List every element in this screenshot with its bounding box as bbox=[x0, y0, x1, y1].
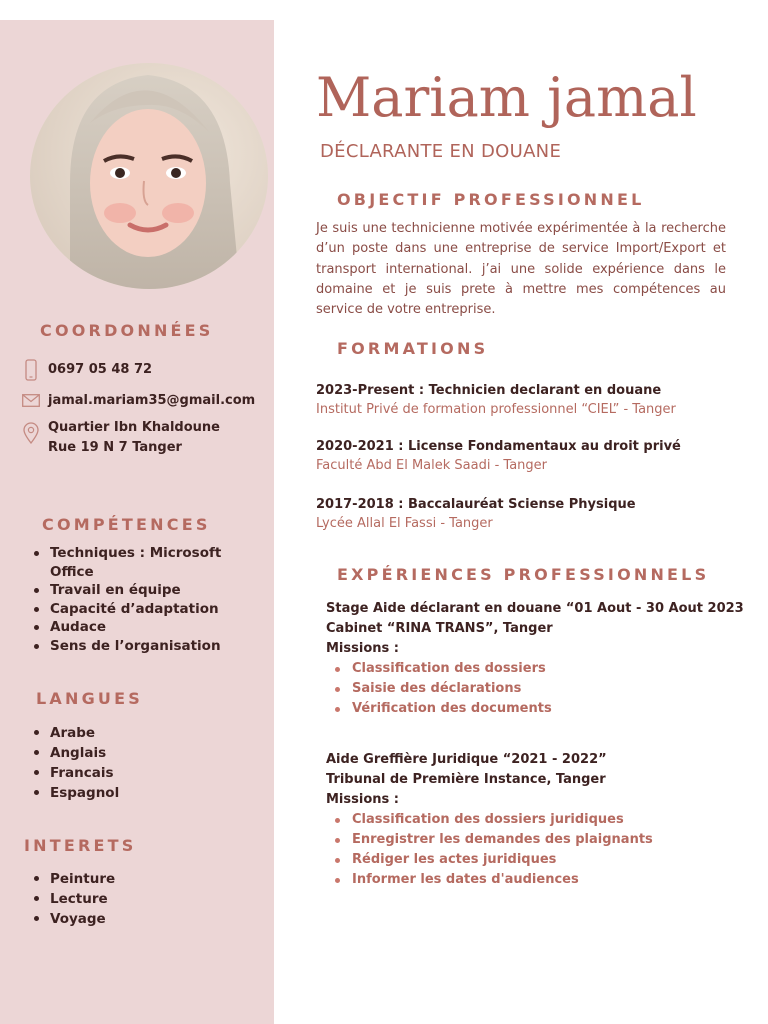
list-item: Saisie des déclarations bbox=[326, 679, 744, 699]
phone-icon bbox=[22, 359, 40, 381]
list-item: Espagnol bbox=[30, 783, 230, 803]
experience-position: Aide Greffière Juridique “2021 - 2022” bbox=[326, 752, 607, 767]
phone-number: 0697 05 48 72 bbox=[48, 362, 153, 377]
list-item: Classification des dossiers juridiques bbox=[326, 810, 653, 830]
interests-list bbox=[30, 869, 230, 929]
experience-item bbox=[326, 750, 653, 890]
degree: 2023-Present : Technicien declarant en douane bbox=[316, 383, 662, 398]
job-title: DÉCLARANTE EN DOUANE bbox=[320, 141, 562, 162]
mail-icon bbox=[22, 391, 40, 407]
list-item: Peinture bbox=[30, 869, 230, 889]
languages-section-title: LANGUES bbox=[36, 689, 143, 708]
list-item: Travail en équipe bbox=[30, 581, 230, 600]
missions-list bbox=[326, 810, 653, 890]
missions-label: Missions : bbox=[326, 641, 399, 656]
experience-employer: Cabinet “RINA TRANS”, Tanger bbox=[326, 621, 553, 636]
address-line-1: Quartier Ibn Khaldoune bbox=[48, 420, 220, 435]
contact-email bbox=[22, 391, 255, 411]
education-item bbox=[316, 437, 681, 475]
contact-phone bbox=[22, 359, 152, 381]
objective-section-title: OBJECTIF PROFESSIONNEL bbox=[337, 190, 645, 209]
address-line-2: Rue 19 N 7 Tanger bbox=[48, 440, 182, 455]
portrait-image bbox=[30, 63, 268, 289]
candidate-name: Mariam jamal bbox=[316, 66, 697, 129]
list-item: Enregistrer les demandes des plaignants bbox=[326, 830, 653, 850]
school: Faculté Abd El Malek Saadi - Tanger bbox=[316, 458, 548, 473]
contact-section-title: COORDONNÉES bbox=[40, 321, 214, 340]
experience-item bbox=[326, 599, 744, 719]
profile-photo bbox=[30, 63, 268, 289]
list-item: Voyage bbox=[30, 909, 230, 929]
skills-section-title: COMPÉTENCES bbox=[42, 515, 211, 534]
experience-section-title: EXPÉRIENCES PROFESSIONNELS bbox=[337, 565, 709, 584]
list-item: Classification des dossiers bbox=[326, 659, 744, 679]
list-item: Arabe bbox=[30, 723, 230, 743]
list-item: Lecture bbox=[30, 889, 230, 909]
list-item: Sens de l’organisation bbox=[30, 637, 230, 656]
list-item: Francais bbox=[30, 763, 230, 783]
list-item: Capacité d’adaptation bbox=[30, 600, 230, 619]
location-pin-icon bbox=[22, 418, 40, 444]
school: Lycée Allal El Fassi - Tanger bbox=[316, 516, 493, 531]
list-item: Anglais bbox=[30, 743, 230, 763]
email-address: jamal.mariam35@gmail.com bbox=[48, 393, 256, 408]
degree: 2020-2021 : License Fondamentaux au droit privé bbox=[316, 439, 681, 454]
degree: 2017-2018 : Baccalauréat Sciense Physique bbox=[316, 497, 636, 512]
languages-list bbox=[30, 723, 230, 803]
contact-address bbox=[22, 418, 220, 458]
list-item: Informer les dates d'audiences bbox=[326, 870, 653, 890]
experience-employer: Tribunal de Première Instance, Tanger bbox=[326, 772, 606, 787]
missions-label: Missions : bbox=[326, 792, 399, 807]
objective-text: Je suis une technicienne motivée expérimentée à la recherche d’un poste dans une entreprise de service Import/Export et transport international. j’ai une solide expérience dans le domaine et je suis prete à mettre mes compétences au service de votre entreprise. bbox=[316, 221, 726, 318]
skills-list bbox=[30, 544, 230, 655]
education-item bbox=[316, 381, 676, 419]
school: Institut Privé de formation professionnel “CIEL” - Tanger bbox=[316, 402, 676, 417]
list-item: Rédiger les actes juridiques bbox=[326, 850, 653, 870]
interests-section-title: INTERETS bbox=[24, 836, 136, 855]
education-item bbox=[316, 495, 636, 533]
list-item: Audace bbox=[30, 618, 230, 637]
list-item: Vérification des documents bbox=[326, 699, 744, 719]
education-section-title: FORMATIONS bbox=[337, 339, 488, 358]
experience-position: Stage Aide déclarant en douane “01 Aout - 30 Aout 2023 bbox=[326, 601, 744, 616]
missions-list bbox=[326, 659, 744, 719]
list-item: Techniques : Microsoft Office bbox=[30, 544, 230, 581]
